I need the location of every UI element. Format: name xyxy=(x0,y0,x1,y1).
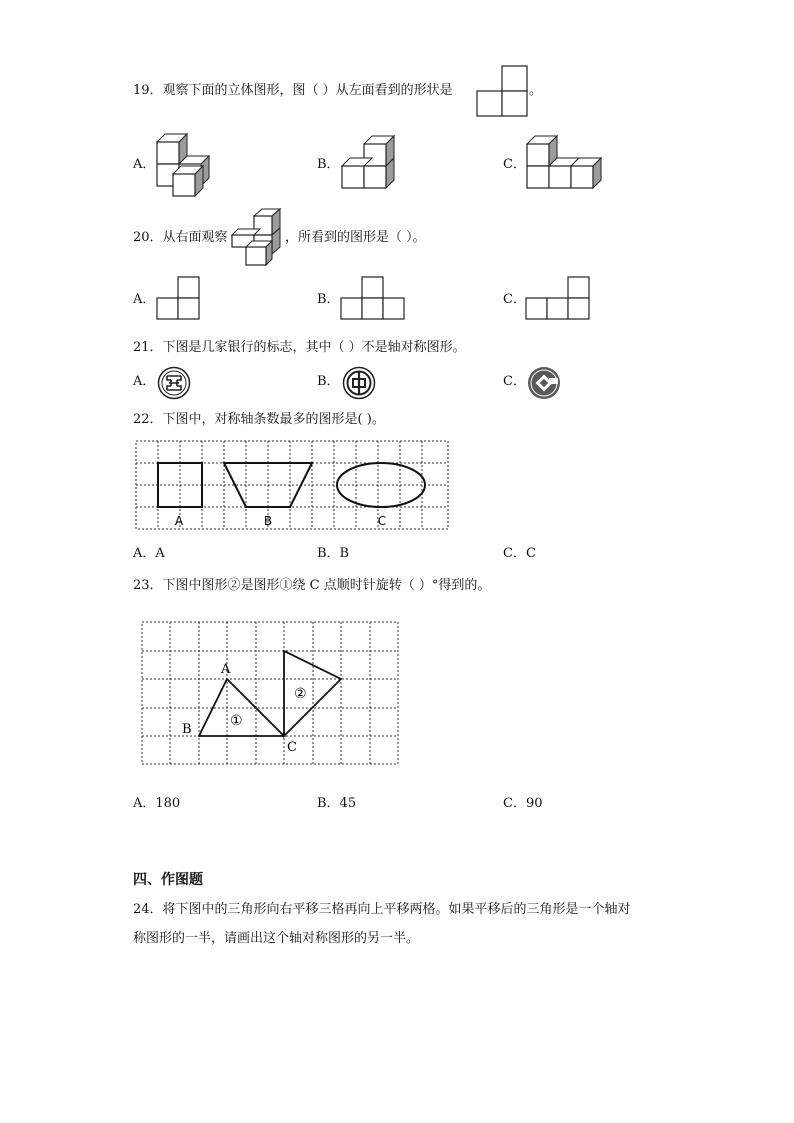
q23-text: 23．下图中图形②是图形①绕 C 点顺时针旋转（ ）°得到的。 xyxy=(133,578,491,593)
bank-logo-b-icon xyxy=(342,366,376,400)
q19-option-b[interactable]: B． xyxy=(317,157,340,172)
q20-solid-figure xyxy=(230,206,286,268)
q20-option-c[interactable]: C． xyxy=(503,292,526,307)
q22-option-a[interactable]: A．A xyxy=(133,546,165,561)
q23-option-c[interactable]: C．90 xyxy=(503,796,543,811)
q19-question xyxy=(133,83,453,99)
q20-text-end: ，所看到的图形是（ ）。 xyxy=(285,230,426,245)
q19-text: 19．观察下面的立体图形，图（ ）从左面看到的形状是 xyxy=(133,83,453,98)
q22-option-b[interactable]: B．B xyxy=(317,546,350,561)
q22-grid-figure xyxy=(135,440,451,532)
q21-option-c[interactable]: C． xyxy=(503,374,526,389)
q22-label-c: C xyxy=(377,514,387,528)
q23-label-a: A xyxy=(221,662,231,677)
section-title: 四、作图题 xyxy=(133,872,203,888)
q22-label-a: A xyxy=(174,514,184,528)
q21-text: 21．下图是几家银行的标志，其中（ ）不是轴对称图形。 xyxy=(133,340,466,355)
q19-option-a[interactable]: A． xyxy=(133,157,156,172)
q24-text-line1: 24．将下图中的三角形向右平移三格再向上平移两格。如果平移后的三角形是一个轴对 xyxy=(133,902,631,917)
q20-figure-b xyxy=(340,276,408,322)
q23-label-fig2: ② xyxy=(294,686,307,702)
q23-label-fig1: ① xyxy=(230,713,243,729)
q20-text: 20．从右面观察 xyxy=(133,230,228,245)
q22-label-b: B xyxy=(263,514,273,528)
q19-figure-c xyxy=(525,134,615,196)
q23-label-b: B xyxy=(182,722,192,737)
q19-text-end: 。 xyxy=(529,83,543,98)
q20-option-a[interactable]: A． xyxy=(133,292,156,307)
q23-label-c: C xyxy=(287,740,297,755)
q23-option-a[interactable]: A．180 xyxy=(133,796,181,811)
q23-option-b[interactable]: B．45 xyxy=(317,796,357,811)
q19-option-c[interactable]: C． xyxy=(503,157,526,172)
q21-option-a[interactable]: A． xyxy=(133,374,156,389)
q24-text-line2: 称图形的一半，请画出这个轴对称图形的另一半。 xyxy=(133,931,420,946)
q19-left-view-shape xyxy=(476,65,530,117)
q20-option-b[interactable]: B． xyxy=(317,292,340,307)
bank-logo-c-icon xyxy=(527,366,561,400)
q22-option-c[interactable]: C．C xyxy=(503,546,536,561)
bank-logo-a-icon xyxy=(157,366,191,400)
q22-text: 22．下图中，对称轴条数最多的图形是( )。 xyxy=(133,412,385,427)
q21-option-b[interactable]: B． xyxy=(317,374,340,389)
q20-figure-c xyxy=(525,276,593,322)
q19-figure-b xyxy=(340,134,410,194)
q19-figure-a xyxy=(155,130,217,198)
q23-grid-figure xyxy=(140,620,402,768)
q20-figure-a xyxy=(156,276,202,322)
